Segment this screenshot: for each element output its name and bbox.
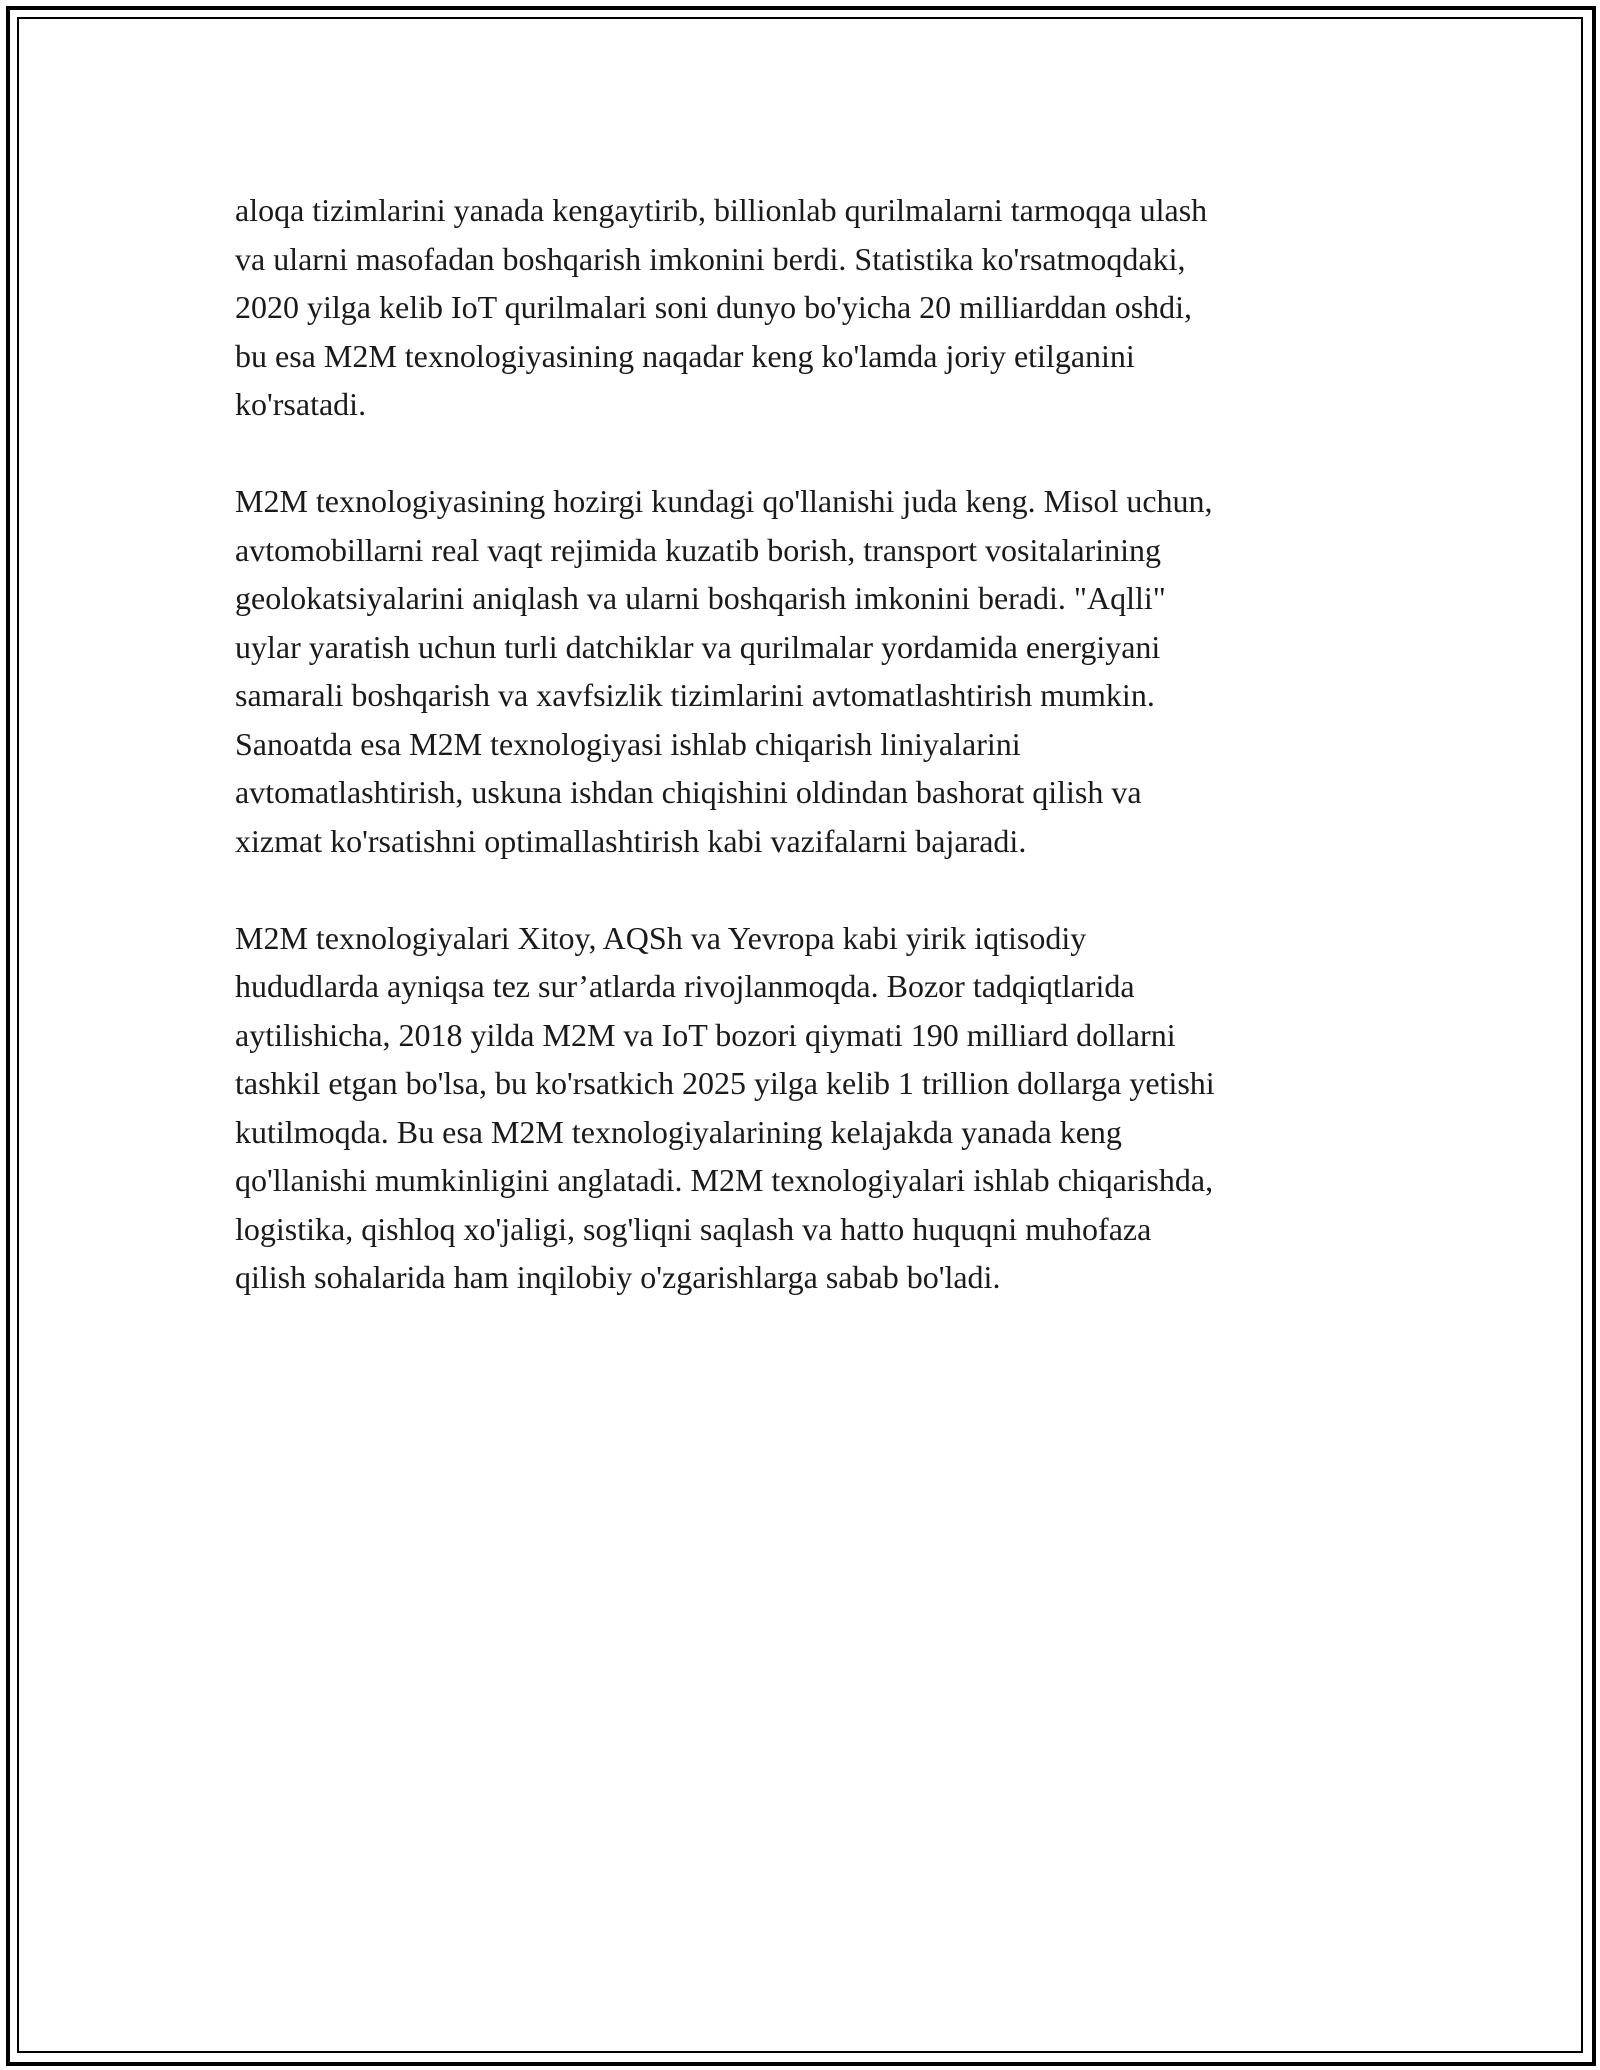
text-line: bu esa M2M texnologiyasining naqadar keng ko'lamda joriy etilganini [235, 337, 1135, 374]
text-line: avtomatlashtirish, uskuna ishdan chiqishini oldindan bashorat qilish va [235, 774, 1142, 810]
text-line: qilish sohalarida ham inqilobiy o'zgarishlarga sabab bo'ladi. [235, 1259, 1001, 1295]
paragraph-2 [235, 477, 1365, 865]
text-line: xizmat ko'rsatishni optimallashtirish kabi vazifalarni bajaradi. [235, 822, 1027, 859]
text-line: tashkil etgan bo'lsa, bu ko'rsatkich 2025 yilga kelib 1 trillion dollarga yetishi [235, 1065, 1215, 1101]
text-line: M2M texnologiyalari Xitoy, AQSh va Yevropa kabi yirik iqtisodiy [235, 919, 1087, 956]
document-body [235, 186, 1365, 1350]
text-line: logistika, qishloq xo'jaligi, sog'liqni saqlash va hatto huquqni muhofaza [235, 1210, 1152, 1247]
paragraph-1 [235, 186, 1365, 429]
text-line: M2M texnologiyasining hozirgi kundagi qo'llanishi juda keng. Misol uchun, [235, 483, 1213, 519]
text-line: geolokatsiyalarini aniqlash va ularni boshqarish imkonini beradi. "Aqlli" [235, 580, 1166, 616]
text-line: aytilishicha, 2018 yilda M2M va IoT bozori qiymati 190 milliard dollarni [235, 1016, 1176, 1053]
text-line: hududlarda ayniqsa tez sur’atlarda rivojlanmoqda. Bozor tadqiqtlarida [235, 968, 1135, 1004]
paragraph-3 [235, 914, 1365, 1302]
text-line: avtomobillarni real vaqt rejimida kuzatib borish, transport vositalarining [235, 531, 1161, 568]
text-line: kutilmoqda. Bu esa M2M texnologiyalarining kelajakda yanada keng [235, 1113, 1122, 1150]
text-line: uylar yaratish uchun turli datchiklar va qurilmalar yordamida energiyani [235, 628, 1161, 665]
text-line: ko'rsatadi. [235, 386, 367, 422]
text-line: va ularni masofadan boshqarish imkonini berdi. Statistika ko'rsatmoqdaki, [235, 240, 1186, 277]
text-line: aloqa tizimlarini yanada kengaytirib, billionlab qurilmalarni tarmoqqa ulash [235, 192, 1208, 228]
text-line: Sanoatda esa M2M texnologiyasi ishlab chiqarish liniyalarini [235, 725, 1021, 762]
text-line: samarali boshqarish va xavfsizlik tizimlarini avtomatlashtirish mumkin. [235, 677, 1155, 713]
text-line: qo'llanishi mumkinligini anglatadi. M2M texnologiyalari ishlab chiqarishda, [235, 1162, 1214, 1198]
text-line: 2020 yilga kelib IoT qurilmalari soni dunyo bo'yicha 20 milliarddan oshdi, [235, 289, 1193, 325]
